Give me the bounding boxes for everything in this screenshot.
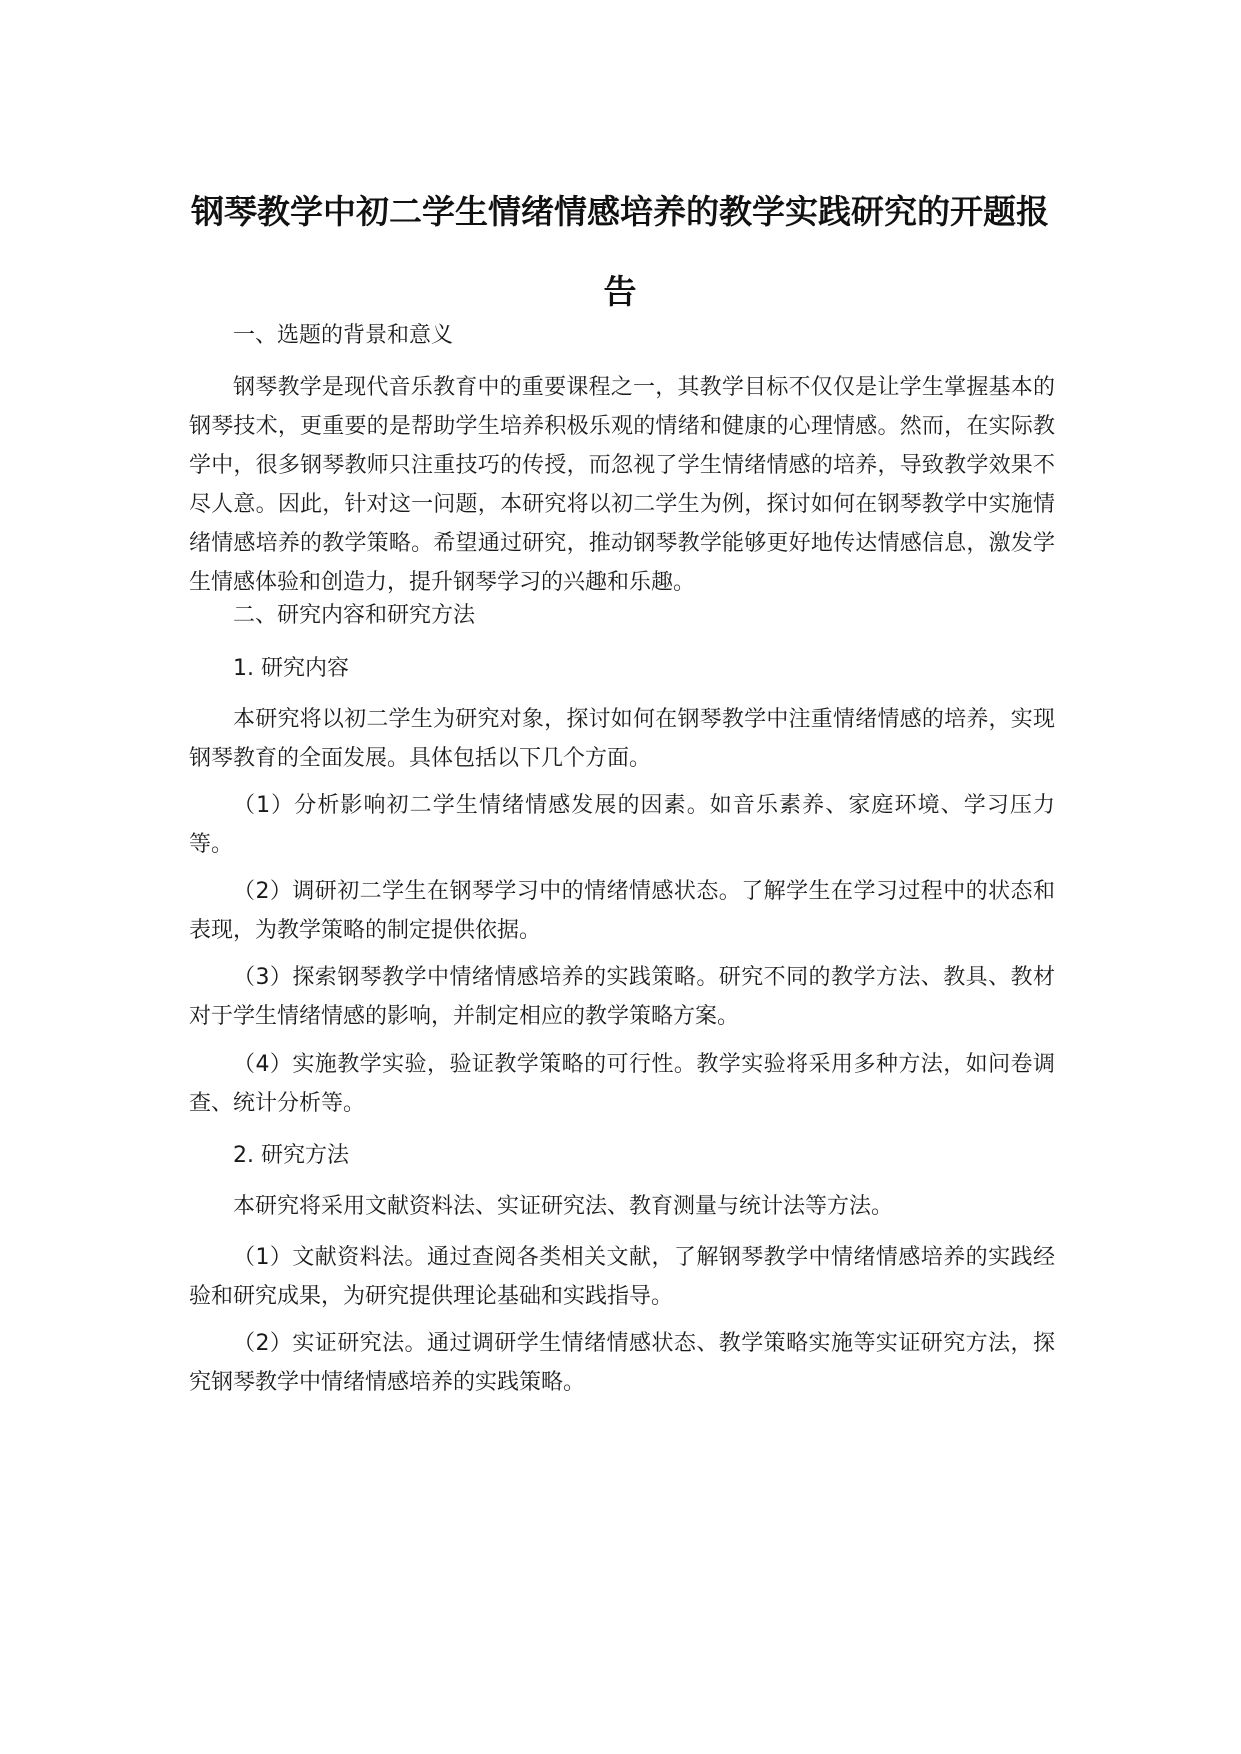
subsection-method-heading: 2. 研究方法 (233, 1143, 349, 1168)
method-item-2: （2）实证研究法。通过调研学生情绪情感状态、教学策略实施等实证研究方法，探究钢琴教学中情绪情感培养的实践策略。 (189, 1331, 1055, 1395)
subsection-content-heading: 1. 研究内容 (233, 656, 349, 681)
document-title: 钢琴教学中初二学生情绪情感培养的教学实践研究的开题报告 (191, 192, 1049, 311)
content-item-4: （4）实施教学实验，验证教学策略的可行性。教学实验将采用多种方法，如问卷调查、统计分析等。 (189, 1052, 1055, 1116)
content-item-2: （2）调研初二学生在钢琴学习中的情绪情感状态。了解学生在学习过程中的状态和表现，为教学策略的制定提供依据。 (189, 879, 1055, 943)
content-item-1: （1）分析影响初二学生情绪情感发展的因素。如音乐素养、家庭环境、学习压力等。 (189, 793, 1055, 857)
method-item-1: （1）文献资料法。通过查阅各类相关文献，了解钢琴教学中情绪情感培养的实践经验和研究成果，为研究提供理论基础和实践指导。 (189, 1245, 1055, 1309)
section-2-heading: 二、研究内容和研究方法 (233, 603, 476, 628)
subsection-method-intro: 本研究将采用文献资料法、实证研究法、教育测量与统计法等方法。 (233, 1194, 894, 1219)
section-1-paragraph: 钢琴教学是现代音乐教育中的重要课程之一，其教学目标不仅仅是让学生掌握基本的钢琴技术，更重要的是帮助学生培养积极乐观的情绪和健康的心理情感。然而，在实际教学中，很多钢琴教师只注重技巧的传授，而忽视了学生情绪情感的培养，导致教学效果不尽人意。因此，针对这一问题，本研究将以初二学生为例，探讨如何在钢琴教学中实施情绪情感培养的教学策略。希望通过研究，推动钢琴教学能够更好地传达情感信息，激发学生情感体验和创造力，提升钢琴学习的兴趣和乐趣。 (189, 375, 1055, 595)
subsection-content-intro: 本研究将以初二学生为研究对象，探讨如何在钢琴教学中注重情绪情感的培养，实现钢琴教育的全面发展。具体包括以下几个方面。 (189, 707, 1055, 771)
content-item-3: （3）探索钢琴教学中情绪情感培养的实践策略。研究不同的教学方法、教具、教材对于学生情绪情感的影响，并制定相应的教学策略方案。 (189, 965, 1055, 1029)
section-1-heading: 一、选题的背景和意义 (233, 323, 454, 348)
